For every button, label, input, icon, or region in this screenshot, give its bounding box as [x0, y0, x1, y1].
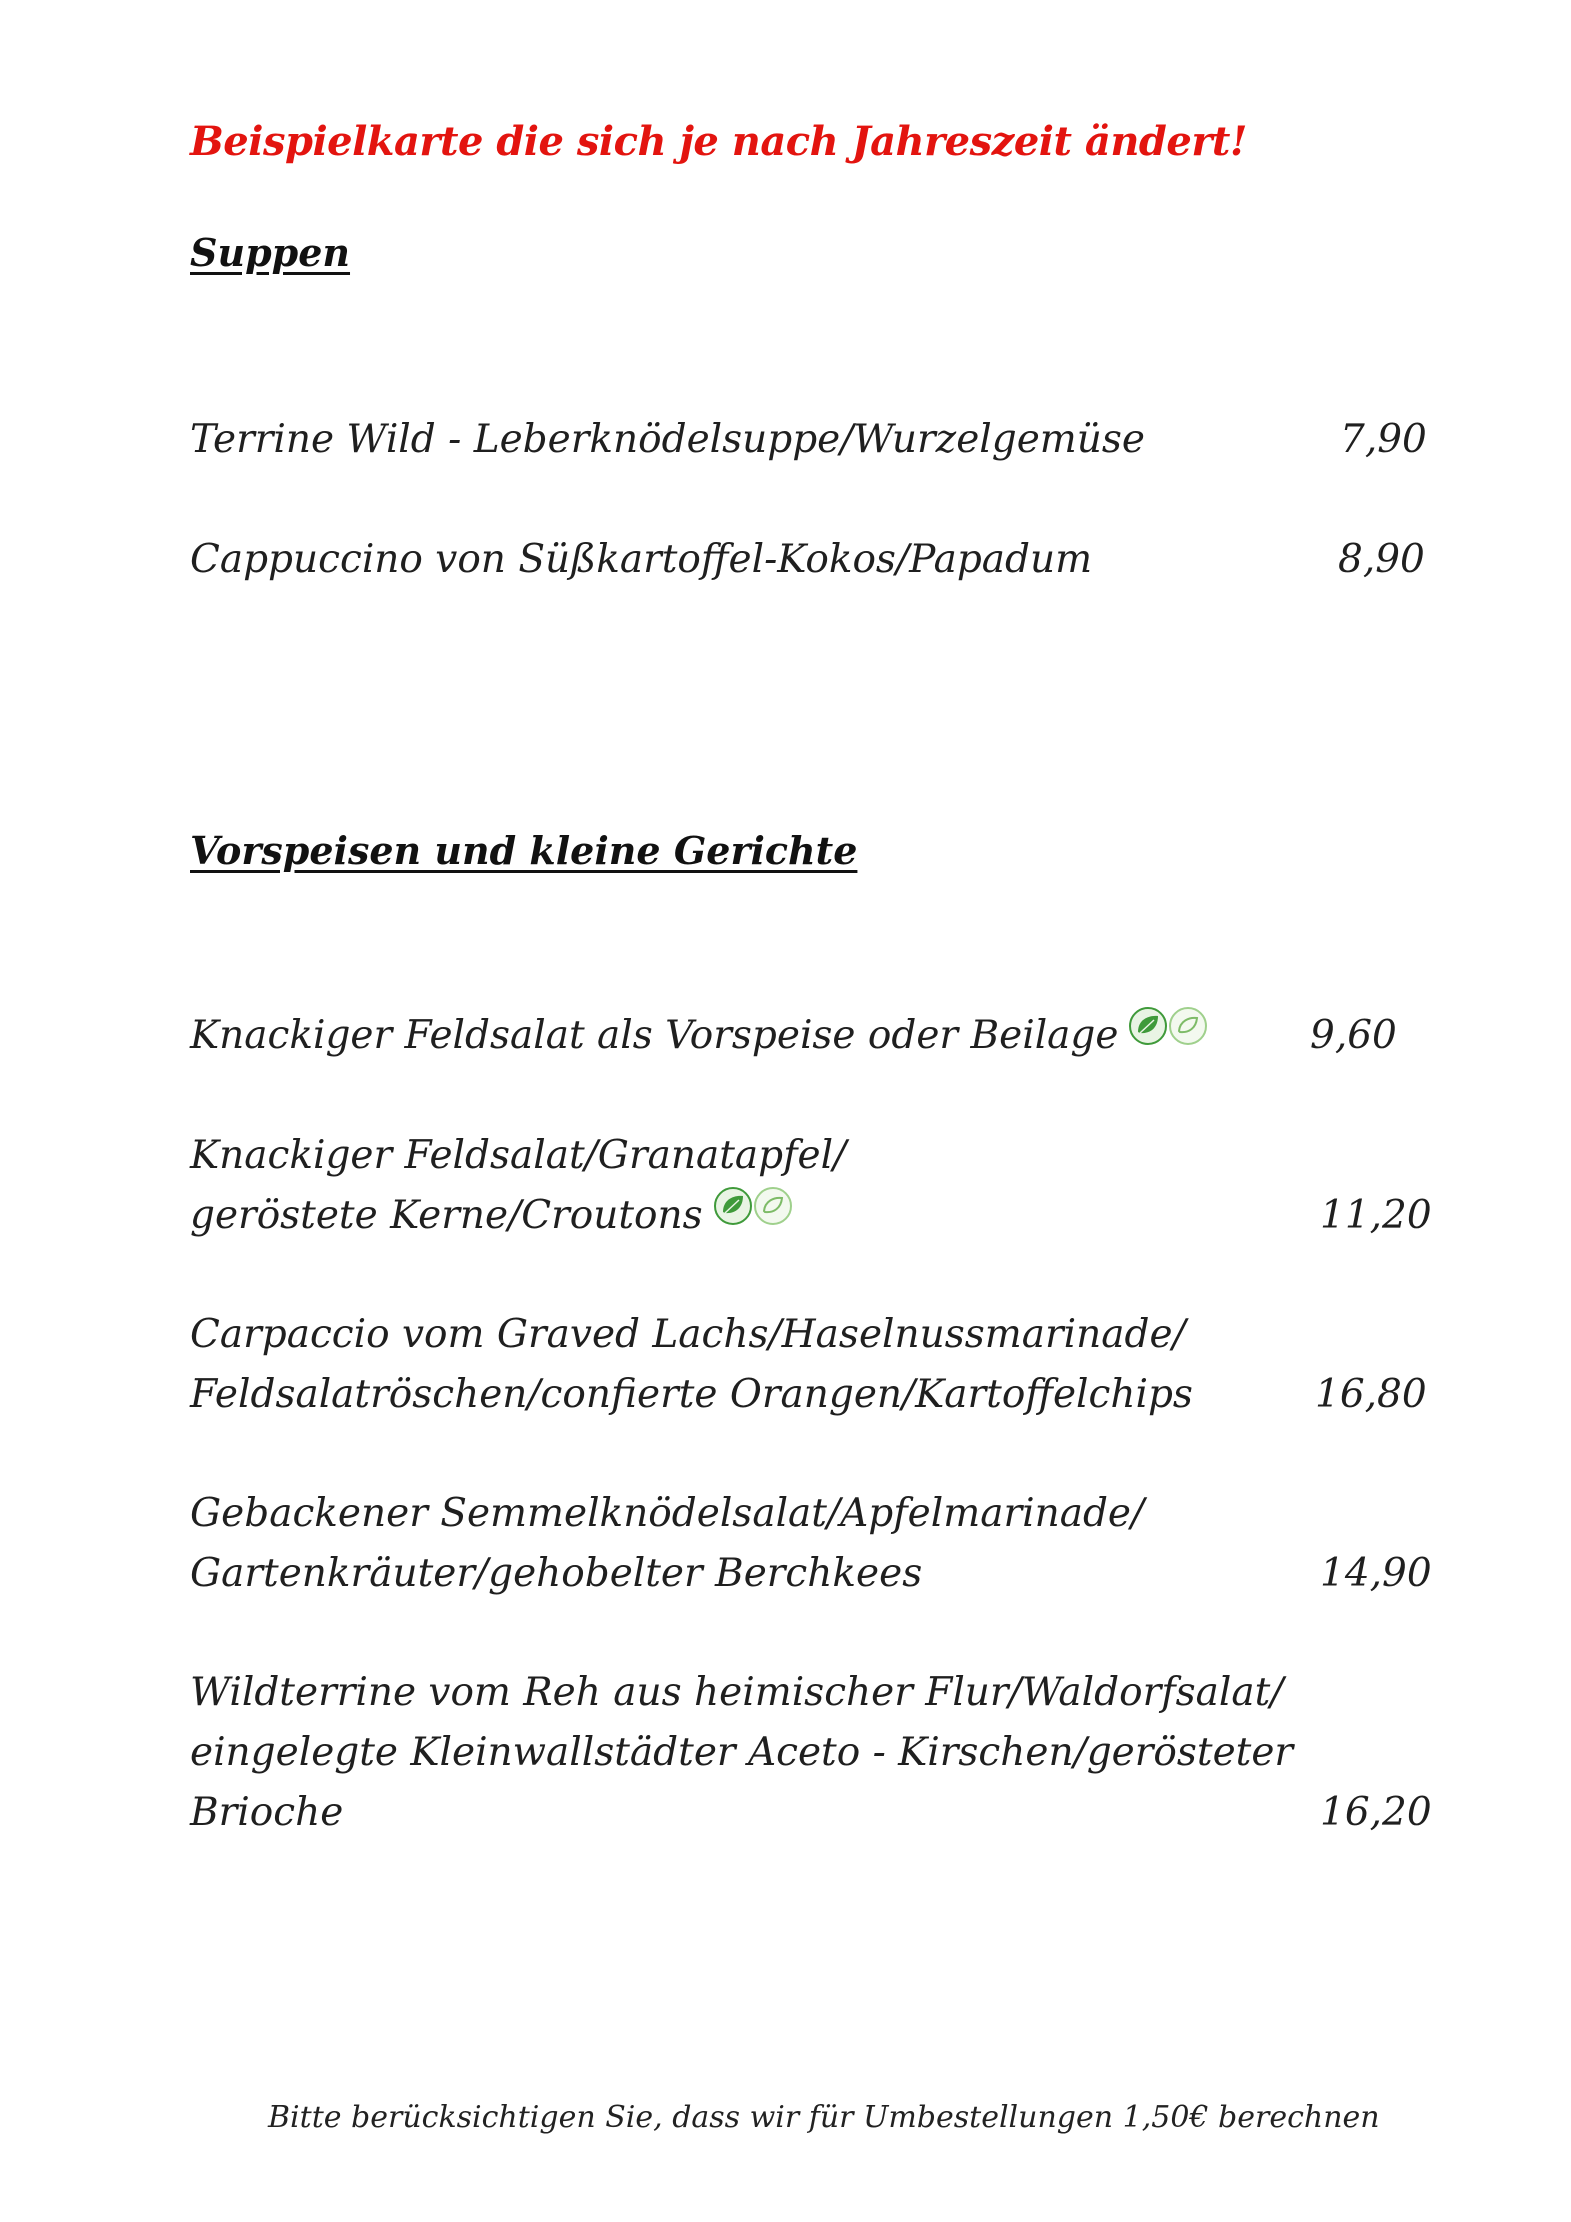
section-title-suppen: Suppen [190, 230, 351, 275]
item-price: 11,20 [1320, 1193, 1432, 1238]
item-price: 7,90 [1340, 417, 1427, 462]
item-line: Terrine Wild - Leberknödelsuppe/Wurzelgemüse [190, 417, 1146, 462]
item-line: Feldsalatröschen/confierte Orangen/Kartoffelchips [190, 1372, 1193, 1417]
footer-note: Bitte berücksichtigen Sie, dass wir für Umbestellungen 1,50€ berechnen [268, 2100, 1380, 2135]
menu-item [190, 1126, 1440, 1246]
vegan-leaf-icon [713, 1186, 753, 1226]
item-price: 16,20 [1320, 1790, 1432, 1835]
menu-item [190, 530, 1440, 590]
section-title-vorspeisen: Vorspeisen und kleine Gerichte [190, 828, 858, 873]
item-line: Cappuccino von Süßkartoffel-Kokos/Papadum [190, 537, 1093, 582]
menu-item [190, 410, 1440, 470]
menu-item [190, 1006, 1440, 1066]
seasonal-notice: Beispielkarte die sich je nach Jahreszeit ändert! [190, 118, 1247, 165]
item-line: Gebackener Semmelknödelsalat/Apfelmarinade/ [190, 1491, 1145, 1536]
item-line: geröstete Kerne/Croutons [190, 1186, 1440, 1246]
item-line: Wildterrine vom Reh aus heimischer Flur/Waldorfsalat/ [190, 1670, 1284, 1715]
item-line: Carpaccio vom Graved Lachs/Haselnussmarinade/ [190, 1312, 1186, 1357]
item-price: 8,90 [1338, 537, 1425, 582]
item-line: Brioche [190, 1790, 344, 1835]
menu-item [190, 1305, 1440, 1425]
item-line: Knackiger Feldsalat als Vorspeise oder Beilage [190, 1006, 1440, 1066]
vegetarian-leaf-icon [1168, 1006, 1208, 1046]
item-line: Knackiger Feldsalat/Granatapfel/ [190, 1133, 847, 1178]
menu-item [190, 1484, 1440, 1604]
item-line: eingelegte Kleinwallstädter Aceto - Kirschen/gerösteter [190, 1730, 1294, 1775]
menu-item [190, 1663, 1440, 1843]
item-line: Gartenkräuter/gehobelter Berchkees [190, 1551, 923, 1596]
item-price: 16,80 [1315, 1372, 1427, 1417]
diet-badges [1128, 1006, 1208, 1046]
diet-badges [713, 1186, 793, 1226]
vegan-leaf-icon [1128, 1006, 1168, 1046]
item-price: 9,60 [1310, 1013, 1397, 1058]
item-price: 14,90 [1320, 1551, 1432, 1596]
vegetarian-leaf-icon [753, 1186, 793, 1226]
